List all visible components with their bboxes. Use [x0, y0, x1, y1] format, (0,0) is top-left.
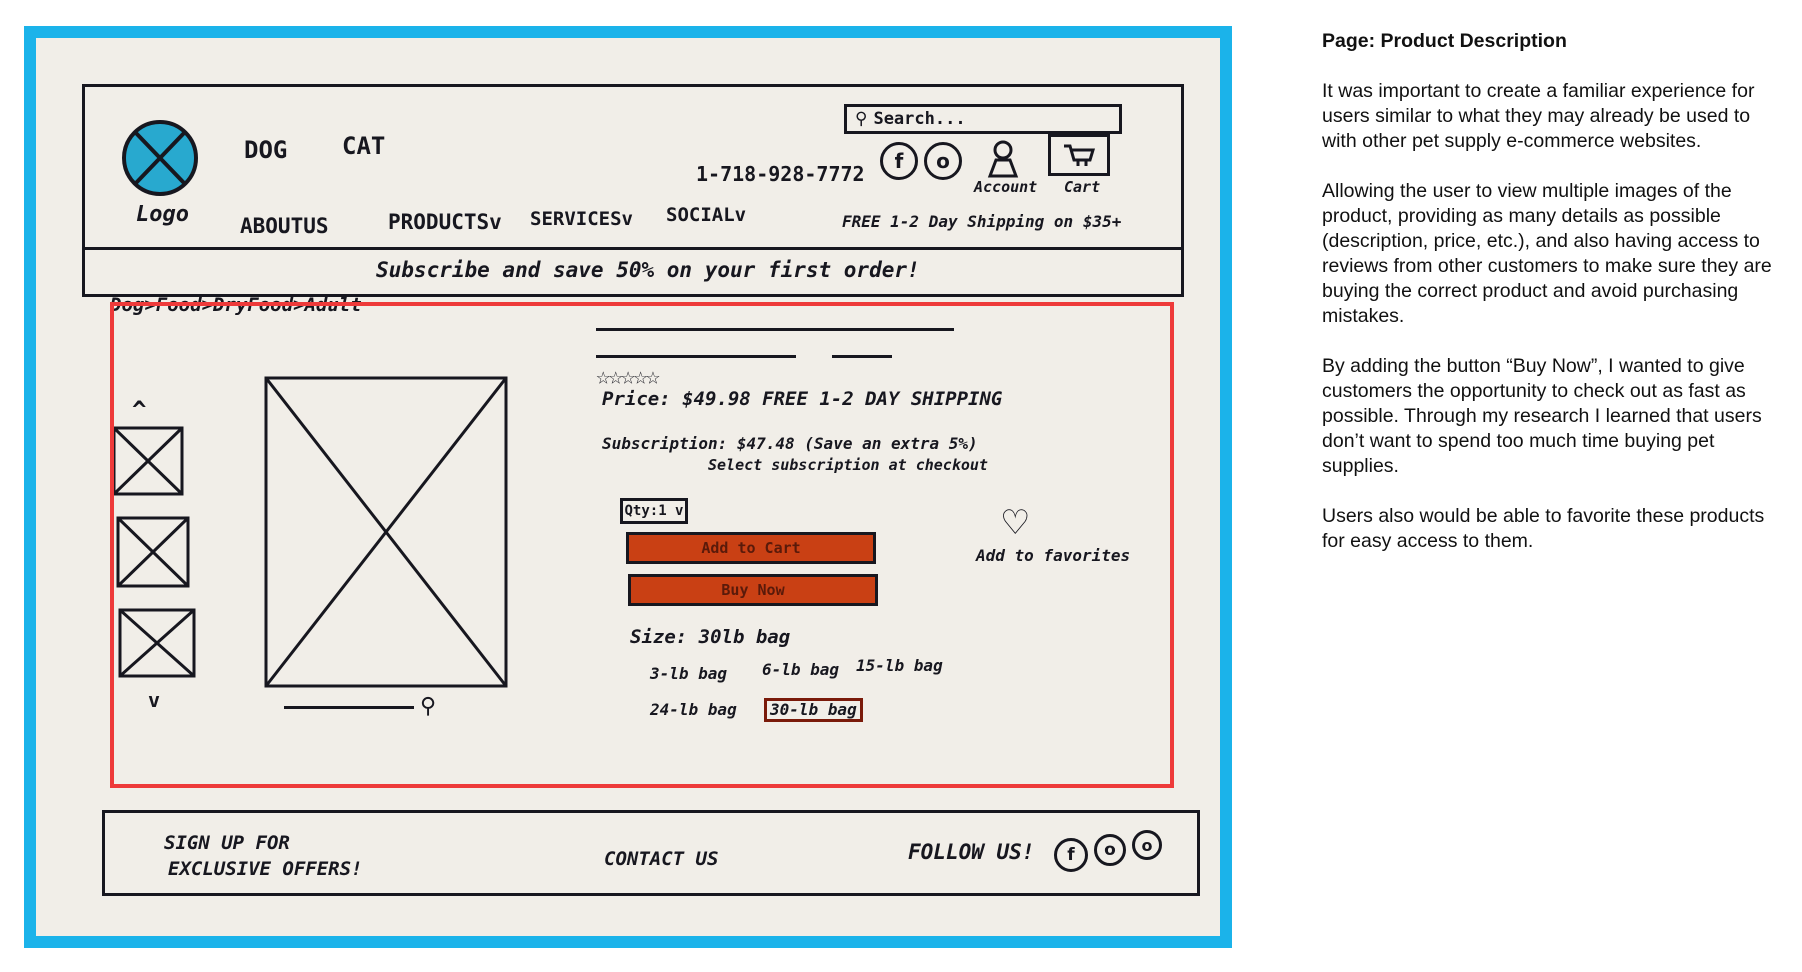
- size-option-15lb[interactable]: 15-lb bag: [856, 656, 943, 675]
- nav-cat[interactable]: CAT: [342, 132, 386, 160]
- cart-button[interactable]: [1048, 134, 1110, 176]
- rating-stars[interactable]: ☆☆☆☆☆: [596, 362, 659, 390]
- quantity-select-label: Qty:1 v: [624, 503, 684, 519]
- size-option-24lb[interactable]: 24-lb bag: [650, 700, 737, 719]
- shipping-note: FREE 1-2 Day Shipping on $35+: [842, 212, 1122, 231]
- size-label: Size: 30lb bag: [630, 626, 791, 648]
- product-detail-highlight: [110, 302, 1174, 788]
- footer-instagram-icon[interactable]: o: [1094, 834, 1126, 866]
- design-notes: [1322, 29, 1782, 579]
- instagram-icon[interactable]: o: [924, 142, 962, 180]
- nav-products[interactable]: PRODUCTSv: [388, 210, 502, 234]
- add-to-favorites-label[interactable]: Add to favorites: [976, 546, 1131, 565]
- search-input[interactable]: [844, 104, 1122, 134]
- logo-label: Logo: [136, 202, 189, 227]
- subscription-line: Subscription: $47.48 (Save an extra 5%): [602, 434, 978, 453]
- footer-signup-line2[interactable]: EXCLUSIVE OFFERS!: [168, 858, 363, 880]
- subscription-note: Select subscription at checkout: [708, 456, 988, 474]
- footer-signup-line1[interactable]: SIGN UP FOR: [164, 832, 290, 854]
- size-option-30lb-selected[interactable]: 30-lb bag: [764, 698, 863, 722]
- breadcrumb[interactable]: Dog>Food>DryFood>Adult: [110, 294, 362, 316]
- phone-number: 1-718-928-7772: [696, 162, 865, 186]
- nav-services[interactable]: SERVICESv: [530, 208, 633, 230]
- search-placeholder: Search...: [873, 108, 966, 129]
- zoom-icon[interactable]: ⚲: [420, 694, 437, 719]
- footer-facebook-icon[interactable]: f: [1054, 838, 1088, 872]
- thumbnail-scroll-up-icon[interactable]: ^: [132, 396, 147, 424]
- notes-title: Page: Product Description: [1322, 30, 1567, 52]
- nav-about-us[interactable]: ABOUTUS: [240, 214, 329, 238]
- facebook-icon[interactable]: f: [880, 142, 918, 180]
- footer-contact-us[interactable]: CONTACT US: [604, 848, 719, 870]
- footer-social-icon[interactable]: o: [1132, 830, 1162, 860]
- nav-dog[interactable]: DOG: [244, 136, 288, 164]
- price-line: Price: $49.98 FREE 1-2 DAY SHIPPING: [602, 388, 1003, 410]
- search-icon: ⚲: [855, 109, 868, 129]
- logo-placeholder-icon: [120, 118, 200, 198]
- account-icon[interactable]: [986, 138, 1020, 178]
- account-label[interactable]: Account: [974, 178, 1038, 196]
- cart-icon: [1062, 142, 1096, 168]
- notes-paragraph-4: Users also would be able to favorite these products for easy access to them.: [1322, 505, 1765, 552]
- add-to-cart-button[interactable]: Add to Cart: [626, 532, 876, 564]
- size-option-3lb[interactable]: 3-lb bag: [650, 664, 728, 683]
- notes-paragraph-1: It was important to create a familiar experience for users similar to what they may already be used to with other pet supply e-commerce websites.: [1322, 80, 1755, 152]
- footer-follow-us: FOLLOW US!: [908, 840, 1035, 864]
- thumbnail-scroll-down-icon[interactable]: v: [148, 688, 161, 712]
- cart-label[interactable]: Cart: [1064, 178, 1101, 196]
- size-option-6lb[interactable]: 6-lb bag: [762, 660, 840, 679]
- buy-now-button[interactable]: Buy Now: [628, 574, 878, 606]
- promo-banner: Subscribe and save 50% on your first order!: [376, 258, 920, 282]
- notes-paragraph-3: By adding the button “Buy Now”, I wanted to give customers the opportunity to check out as fast as possible. Through my research I learned that users don’t want to spend too much time buying pet supplies.: [1322, 355, 1762, 477]
- notes-paragraph-2: Allowing the user to view multiple images of the product, providing as many details as possible (description, price, etc.), and also having access to reviews from other customers to make sure they are buying the correct product and avoid purchasing mistakes.: [1322, 180, 1772, 327]
- heart-icon[interactable]: ♡: [1000, 503, 1031, 543]
- nav-social[interactable]: SOCIALv: [666, 204, 747, 226]
